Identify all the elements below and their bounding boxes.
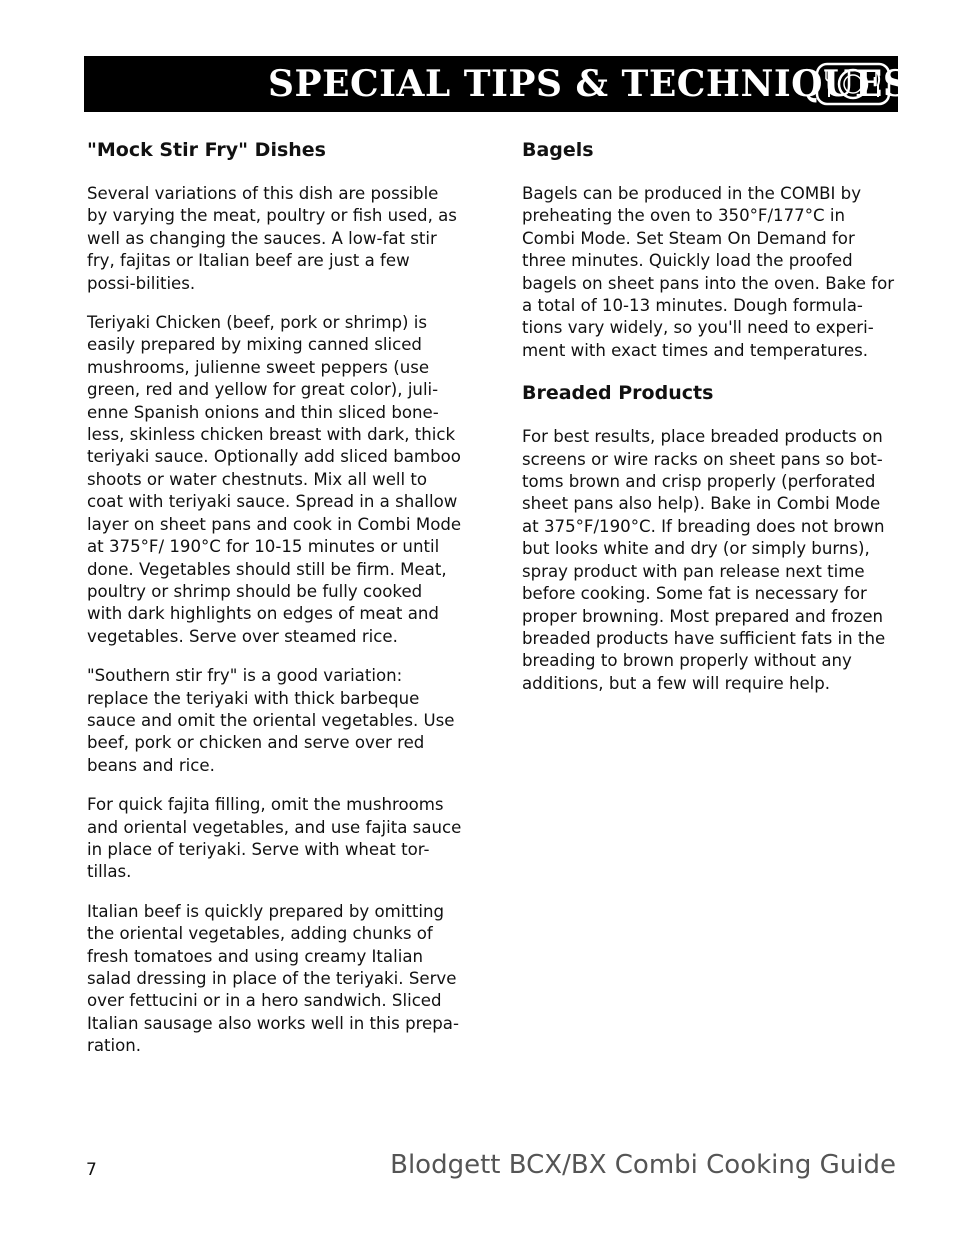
- page-number: 7: [86, 1160, 97, 1180]
- section-heading-breaded-products: Breaded Products: [522, 382, 714, 405]
- paragraph: Bagels can be produced in the COMBI by preheating the oven to 350°F/177°C in Combi Mode. Set Steam On Demand for three minutes. Quickly load the proofed bagels on sheet pans into the oven. Bake for a total of 10-13 minutes. Dough formula-tions vary widely, so you'll need to experi-ment with exact times and temperatures.: [522, 184, 895, 360]
- guide-title: Blodgett BCX/BX Combi Cooking Guide: [390, 1150, 896, 1180]
- paragraph: Teriyaki Chicken (beef, pork or shrimp) is easily prepared by mixing canned sliced mushrooms, julienne sweet peppers (use green, red and yellow for great color), juli-enne Spanish onions and thin sliced bone-less, skinless chicken breast with dark, thick teriyaki sauce. Optionally add sliced bamboo shoots or water chestnuts. Mix all well to coat with teriyaki sauce. Spread in a shallow layer on sheet pans and cook in Combi Mode at 375°F/ 190°C for 10-15 minutes or until done. Vegetables should still be firm. Meat, poultry or shrimp should be fully cooked with dark highlights on edges of meat and vegetables. Serve over steamed rice.: [87, 313, 462, 646]
- page-title: SPECIAL TIPS & TECHNIQUES: [268, 63, 910, 105]
- paragraph: Several variations of this dish are possible by varying the meat, poultry or fish used, as well as changing the sauces. A low-fat stir fry, fajitas or Italian beef are just a few possi-bilities.: [87, 184, 457, 293]
- paragraph: "Southern stir fry" is a good variation: replace the teriyaki with thick barbeque sauce and omit the oriental vegetables. Use beef, pork or chicken and serve over red beans and rice.: [87, 666, 455, 775]
- header-banner: [84, 56, 910, 112]
- left-column: [87, 136, 462, 1075]
- section-heading-bagels: Bagels: [522, 139, 594, 161]
- section-heading-mock-stir-fry: "Mock Stir Fry" Dishes: [87, 139, 326, 161]
- right-column: [522, 136, 897, 712]
- paragraph: For quick fajita filling, omit the mushrooms and oriental vegetables, and use fajita sauce in place of teriyaki. Serve with wheat tor-tillas.: [87, 795, 462, 882]
- paragraph: Italian beef is quickly prepared by omitting the oriental vegetables, adding chunks of fresh tomatoes and using creamy Italian salad dressing in place of the teriyaki. Serve over fettucini or in a hero sandwich. Sliced Italian sausage also works well in this prepa-ration.: [87, 901, 459, 1056]
- plate-fork-knife-icon: [815, 62, 891, 106]
- paragraph: For best results, place breaded products on screens or wire racks on sheet pans so bot-toms brown and crisp properly (perforated sheet pans also help). Bake in Combi Mode at 375°F/190°C. If breading does not brown but looks white and dry (or simply burns), spray product with pan release next time before cooking. Some fat is necessary for proper browning. Most prepared and frozen breaded products have sufficient fats in the breading to brown properly without any additions, but a few will require help.: [522, 427, 886, 693]
